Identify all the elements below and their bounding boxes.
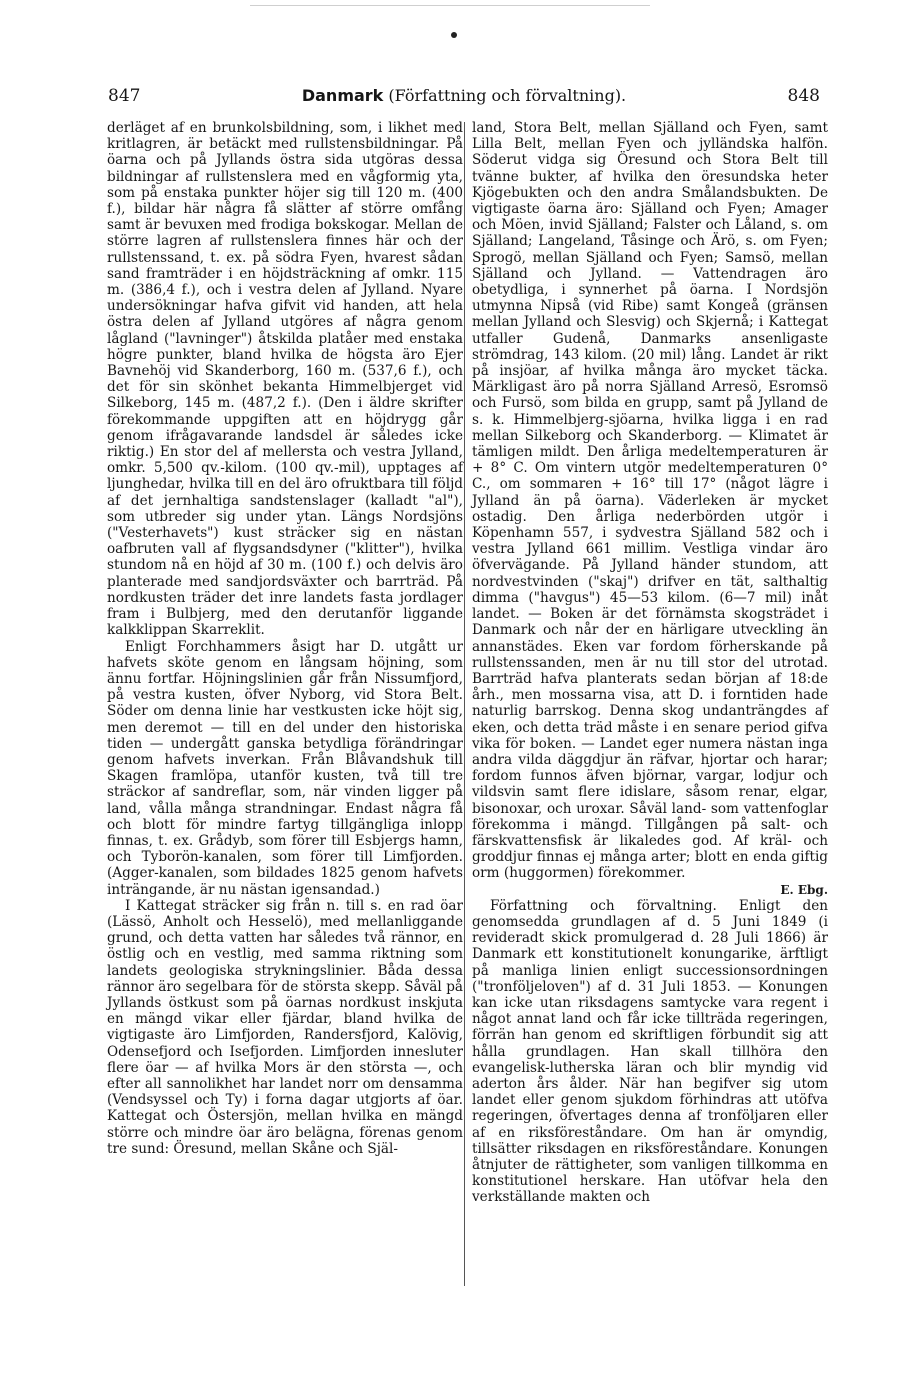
running-header [108, 86, 820, 112]
page-number-left: 847 [108, 86, 141, 106]
author-signature: E. Ebg. [780, 882, 828, 897]
paragraph: I Kattegat sträcker sig från n. till s. en rad öar (Lässö, Anholt och Hesselö), med mellanliggande grund, och detta vatten har således två rännor, en östlig och en vestlig, med samma riktning som landets geologiska strykningslinier. Båda dessa rännor äro segelbara för de största skepp. Såväl på Jyllands östkust som på öarnas nordkust inskjuta en mängd vikar eller fjärdar, bland hvilka de vigtigaste äro Limfjorden, Randersfjord, Kalövig, Odensefjord och Isefjorden. Limfjorden innesluter flere öar — af hvilka Mors är den största —, och efter all sannolikhet har landet norr om densamma (Vendsyssel och Ty) i forna dagar utgjorts af öar. Kattegat och Östersjön, mellan hvilka en mängd större och mindre öar äro belägna, förenas genom tre sund: Öresund, mellan Skåne och Själ- [107, 897, 463, 1157]
title-country: Danmark [301, 86, 384, 105]
paragraph: Författning och förvaltning. Enligt den genomsedda grundlagen af d. 5 Juni 1849 (i revideradt skick promulgerad d. 28 Juli 1866) är Danmark ett konstitutionelt konungarike, ärftligt på manliga linien enligt successionsordningen ("tronföljeloven") af d. 31 Juli 1853. — Konungen kan icke utan riksdagens samtycke vara regent i något annat land och får icke tillträda regeringen, förrän han genom ed skriftligen förbundit sig att hålla grundlagen. Han skall tillhöra den evangelisk-lutherska läran och blir myndig vid aderton års ålder. När han begifver sig utom landet eller genom sjukdom förhindras att utöfva regeringen, öfvertages denna af tronföljaren eller af en riksföreståndare. Om han är omyndig, tillsätter riksdagen en riksföreståndare. Konungen åtnjuter de rättigheter, som vanligen tillkomma en konstitutionel herskare. Han utöfvar hela den verkställande makten och [472, 897, 828, 1206]
left-column [107, 120, 463, 1157]
paragraph: derläget af en brunkolsbildning, som, i likhet med kritlagren, är betäckt med rullstensbildningar. På öarna och på Jyllands östra sida utgöras dessa bildningar af rullstenslera med en vågformig yta, som på enstaka punkter höjer sig till 120 m. (400 f.), bildar här några få slätter af större omfång samt är bevuxen med frodiga bokskogar. Mellan de större lagren af rullstenslera finnes här och der rullstenssand, t. ex. på södra Fyen, hvarest sådan sand framträder i en höjdsträckning af omkr. 115 m. (386,4 f.), och i vestra delen af Jylland. Nyare undersökningar hafva gifvit vid handen, att hela östra delen af Jylland utgöres af några genom lågland ("lavninger") åtskilda platåer med enstaka högre punkter, bland hvilka de högsta äro Ejer Bavnehöj vid Skanderborg, 160 m. (537,6 f.), och det för sin skönhet bekanta Himmelbjerget vid Silkeborg, 145 m. (487,2 f.). (Den i äldre skrifter förekommande uppgiften att en höjdrygg går genom ifrågavarande landsdel är således icke riktig.) En stor del af mellersta och vestra Jylland, omkr. 5,500 qv.-kilom. (100 qv.-mil), upptages af ljunghedar, hvilka till en del äro ofruktbara till följd af det jernhaltiga sandstenslager (kalladt "al"), som utbreder sig under ytan. Längs Nordsjöns ("Vesterhavets") kust sträcker sig en nästan oafbruten vall af flygsandsdyner ("klitter"), hvilka stundom nå en höjd af 30 m. (100 f.) och delvis äro planterade med sandjordsväxter och barrträd. På nordkusten träder det inre landets fasta jordlager fram i Bulbjerg, med den derutanför liggande kalkklippan Skarreklit. [107, 120, 463, 639]
ink-dot-mark [451, 32, 457, 38]
title-section: (Författning och förvaltning). [388, 86, 627, 105]
right-column [472, 120, 828, 1206]
running-title [108, 86, 820, 105]
paragraph: Enligt Forchhammers åsigt har D. utgått ur hafvets sköte genom en långsam höjning, som ännu fortfar. Höjningslinien går från Nissumfjord, på vestra kusten, öfver Nyborg, vid Stora Belt. Söder om denna linie har vestkusten icke höjt sig, men deremot — till en del under den historiska tiden — undergått ganska betydliga förändringar genom hafvets inverkan. Från Blåvandshuk till Skagen framlöpa, utanför kusten, två till tre sträckor af sandreflar, som, när vinden ligger på land, vålla många strandningar. Endast några få och blott för mindre fartyg tillgängliga inlopp finnas, t. ex. Grådyb, som förer till Esbjergs hamn, och Tyborön-kanalen, som förer till Limfjorden. (Agger-kanalen, som bildades 1825 genom hafvets inträngande, är nu nästan igensandad.) [107, 638, 463, 898]
top-edge-line [250, 5, 650, 6]
column-divider [464, 122, 465, 1286]
page-number-right: 848 [787, 86, 820, 106]
paragraph: land, Stora Belt, mellan Själland och Fyen, samt Lilla Belt, mellan Fyen och jylländska halfön. Söderut vidga sig Öresund och Stora Belt till tvänne bukter, af hvilka den öresundska heter Kjögebukten och den andra Smålandsbukten. De vigtigaste öarna äro: Själland och Fyen; Amager och Möen, invid Själland; Falster och Låland, s. om Själland; Langeland, Tåsinge och Ärö, s. om Fyen; Sprogö, mellan Själland och Fyen; Samsö, mellan Själland och Jylland. — Vattendragen äro obetydliga, i synnerhet på öarna. I Nordsjön utmynna Nipså (vid Ribe) samt Kongeå (gränsen mellan Jylland och Slesvig) och Skjernå; i Kattegat utfaller Gudenå, Danmarks ansenligaste strömdrag, 143 kilom. (20 mil) lång. Landet är rikt på insjöar, af hvilka många äro mycket täcka. Märkligast äro på norra Själland Arresö, Esromsö och Fursö, som bilda en grupp, samt på Jylland de s. k. Himmelbjerg-sjöarna, hvilka ligga i en rad mellan Silkeborg och Skanderborg. — Klimatet är tämligen mildt. Den årliga medeltemperaturen är + 8° C. Om vintern utgör medeltemperaturen 0° C., om sommaren + 16° till 17° (något lägre i Jylland än på öarna). Väderleken är mycket ostadig. Den årliga nederbörden utgör i Köpenhamn 557, i sydvestra Själland 582 och i vestra Jylland 661 millim. Vestliga vindar äro öfvervägande. På Jylland händer stundom, att nordvestvinden ("skaj") drifver en tät, salthaltig dimma ("havgus") 45—53 kilom. (6—7 mil) inåt landet. — Boken är det förnämsta skogsträdet i Danmark och når der en härligare utveckling än annanstädes. Eken var fordom förherskande på rullstenssanden, men är nu till stor del utrotad. Barrträd hafva planterats sedan början af 18:de årh., men mossarna visa, att D. i forntiden hade naturlig barrskog. Denna skog undanträngdes af eken, och detta träd måste i en senare period gifva vika för boken. — Landet eger numera nästan inga andra vilda däggdjur än räfvar, hjortar och harar; fordom funnos äfven björnar, vargar, lodjur och vildsvin samt flere idislare, såsom renar, elgar, bisonoxar, och uroxar. Såväl land- som vattenfoglar förekomma i mängd. Tillgången på salt- och färskvattensfisk är likaledes god. Af kräl- och groddjur finnas ej många arter; blott en enda giftig orm (huggormen) förekommer. [472, 120, 828, 882]
